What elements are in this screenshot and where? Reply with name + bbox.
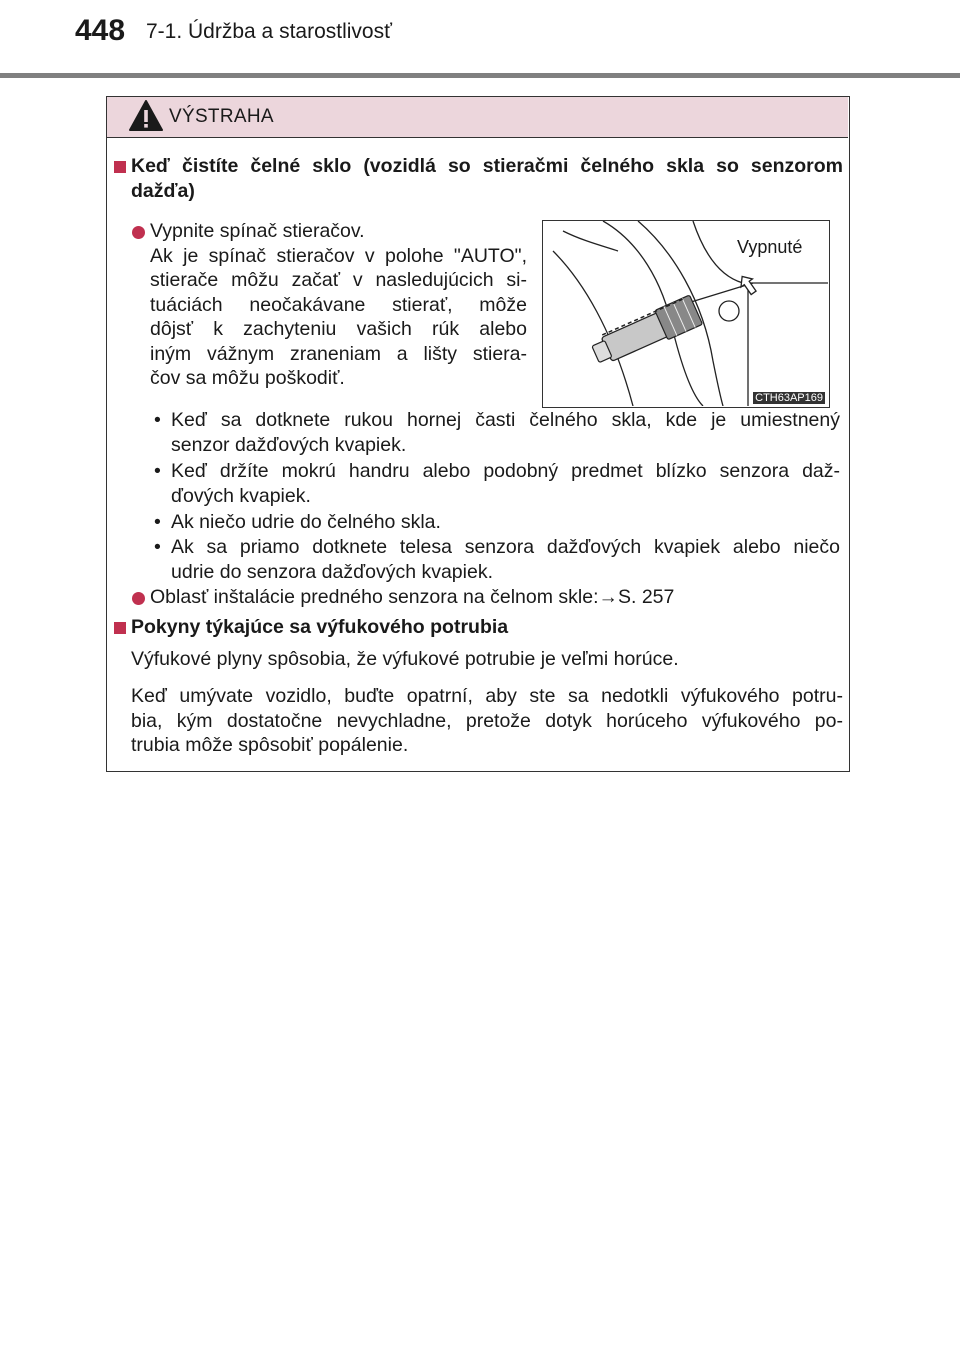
- section1-heading: Keď čistíte čelné sklo (vozidlá so stieračmi čelného skla so senzorom dažďa): [131, 155, 843, 202]
- item1-text: Vypnite spínač stieračov. Ak je spínač stieračov v polohe "AUTO", stierače môžu začať v nasledujúcich si- tuáciách neočakávane stierať, môže dôjsť k zachyteniu vašich rúk alebo iným vážnym zraneniam a lišty stiera- čov sa môžu poškodiť.: [150, 220, 527, 389]
- list-item: • Ak niečo udrie do čelného skla.: [154, 511, 441, 533]
- page-header: [0, 0, 960, 80]
- section-marker-icon: [114, 622, 126, 634]
- section2-para1: Výfukové plyny spôsobia, že výfukové potrubie je veľmi horúce.: [131, 648, 679, 670]
- section2-heading: Pokyny týkajúce sa výfukového potrubia: [131, 616, 509, 638]
- list-item: • Keď držíte mokrú handru alebo podobný predmet blízko senzora daž- ďových kvapiek.: [154, 460, 840, 507]
- list-item: • Keď sa dotknete rukou hornej časti čelného skla, kde je umiestnený senzor dažďových kvapiek.: [154, 409, 840, 456]
- list-item: • Ak sa priamo dotknete telesa senzora dažďových kvapiek alebo niečo udrie do senzora dažďových kvapiek.: [154, 536, 840, 583]
- header-rule: [0, 73, 960, 78]
- figure-label: Vypnuté: [737, 237, 803, 257]
- section2-para2: Keď umývate vozidlo, buďte opatrní, aby ste sa nedotkli výfukového potru- bia, kým dostatočne nevychladne, pretože dotyk horúceho výfukového po- trubia môže spôsobiť popálenie.: [131, 685, 843, 756]
- wiper-switch-illustration: [542, 220, 830, 408]
- figure-code: CTH63AP169: [755, 392, 823, 404]
- section-title: 7-1. Údržba a starostlivosť: [146, 20, 392, 43]
- warning-label: VÝSTRAHA: [169, 106, 274, 127]
- warning-header: [107, 97, 848, 138]
- section-marker-icon: [114, 161, 126, 173]
- warning-triangle-icon: [128, 99, 164, 133]
- page-number: 448: [75, 14, 126, 47]
- warning-box: [106, 96, 850, 772]
- bullet-dot-icon: [132, 592, 145, 605]
- item2-text: Oblasť inštalácie predného senzora na čelnom skle:→S. 257: [150, 586, 675, 608]
- bullet-dot-icon: [132, 226, 145, 239]
